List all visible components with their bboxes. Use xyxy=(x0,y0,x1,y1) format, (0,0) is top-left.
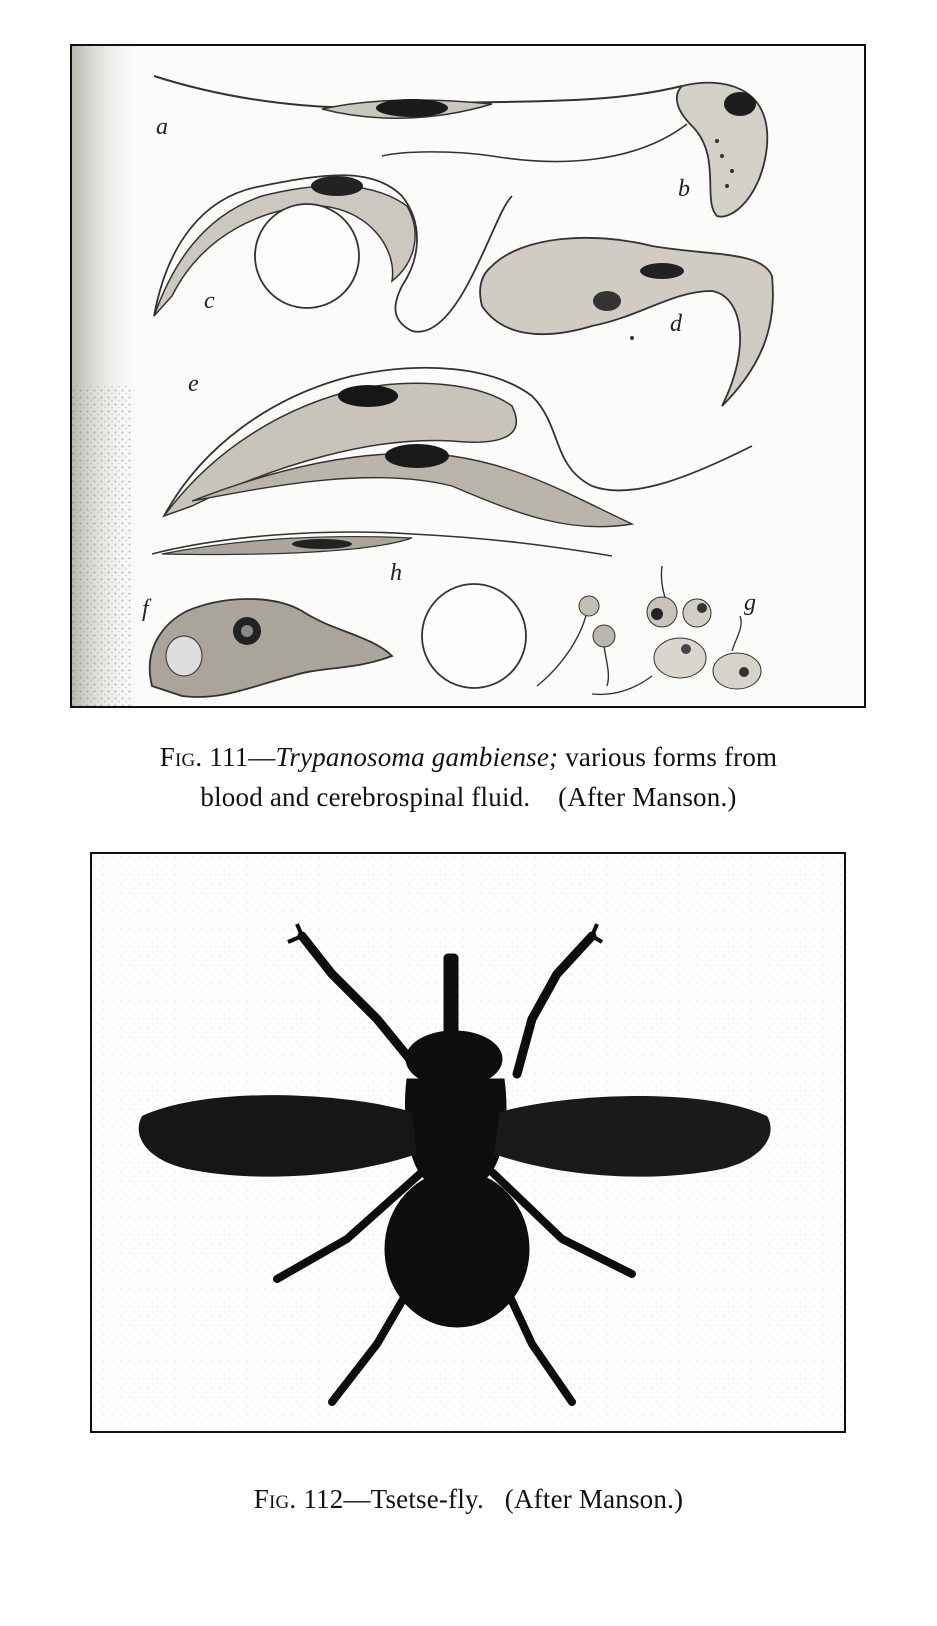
trypanosome-e xyxy=(164,368,752,527)
trypanosome-d xyxy=(480,238,773,406)
part-label-a: a xyxy=(156,114,168,140)
part-label-d: d xyxy=(670,311,682,337)
part-label-g: g xyxy=(744,590,756,616)
part-label-e: e xyxy=(188,371,199,397)
trypanosome-f xyxy=(150,599,392,697)
figure-112-illustration xyxy=(90,852,846,1433)
figure-111-attribution: (After Manson.) xyxy=(558,782,737,812)
trypanosome-h xyxy=(152,532,612,556)
part-label-c: c xyxy=(204,288,215,314)
part-label-b: b xyxy=(678,176,690,202)
tsetse-fly-drawing xyxy=(92,854,844,1431)
figure-112-caption-text: Tsetse-fly. xyxy=(370,1484,484,1514)
figure-111-species: Trypanosoma gambiense; xyxy=(275,742,559,772)
figure-112-attribution: (After Manson.) xyxy=(504,1484,684,1514)
trypanosome-g-group xyxy=(537,566,761,694)
figure-111-illustration xyxy=(70,44,866,708)
figure-111-caption-text: various forms from xyxy=(565,742,778,772)
trypanosome-a xyxy=(154,76,682,118)
red-blood-cell xyxy=(422,584,526,688)
figure-111-caption: Fig. 111—Trypanosoma gambiense; various forms from blood and cerebrospinal fluid. (After Manson.) xyxy=(159,742,778,812)
trypanosoma-drawing xyxy=(72,46,864,706)
part-label-h: h xyxy=(390,560,402,586)
figure-111-caption-line2: blood and cerebrospinal fluid. xyxy=(200,782,531,812)
figure-111-label: Fig. 111 xyxy=(159,742,249,772)
part-label-f: f xyxy=(142,596,149,622)
figure-112-caption: Fig. 112—Tsetse-fly. (After Manson.) xyxy=(253,1484,684,1514)
figure-112-label: Fig. 112 xyxy=(253,1484,344,1514)
